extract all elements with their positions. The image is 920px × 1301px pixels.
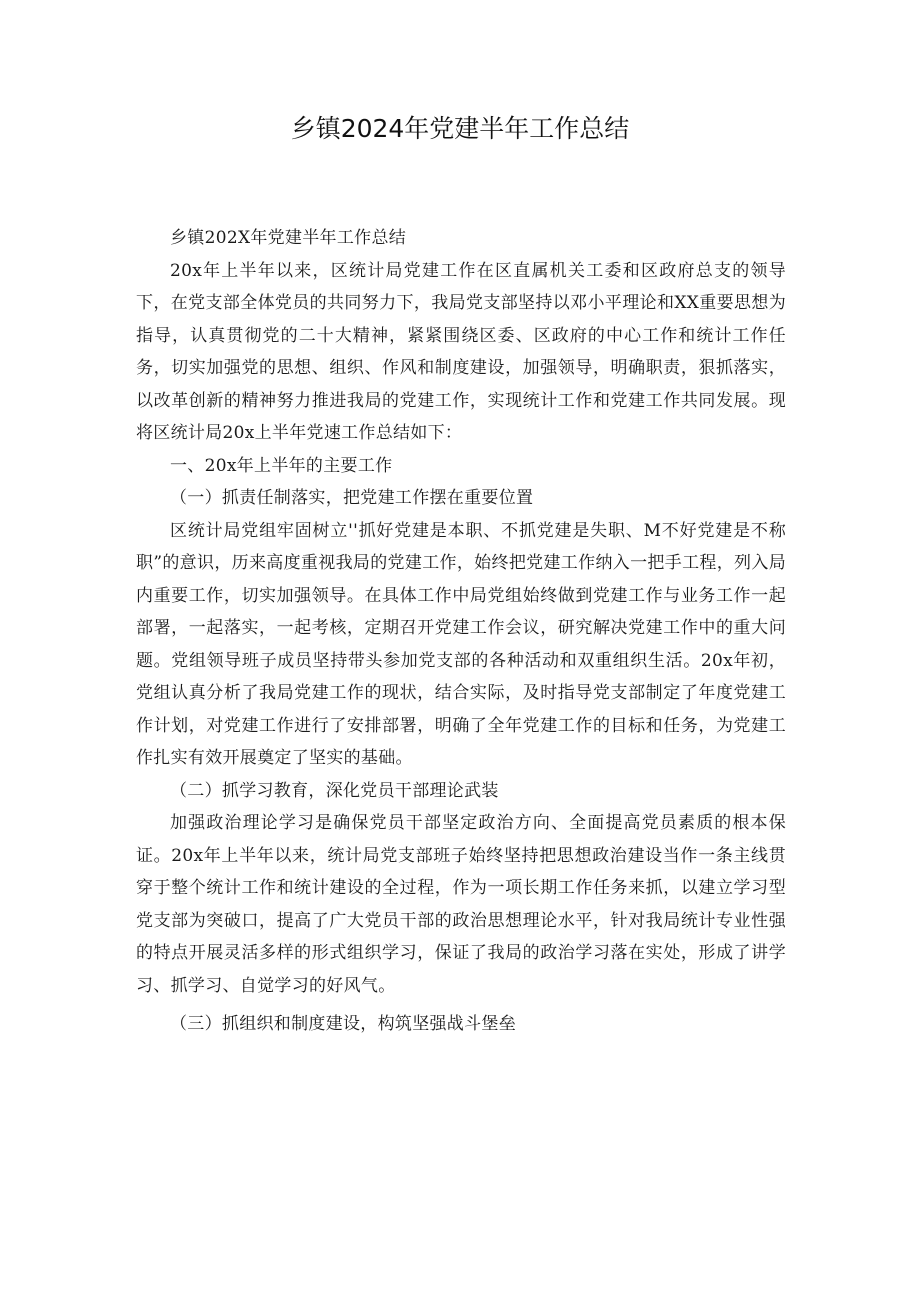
subsection-heading-3: （三）抓组织和制度建设，构筑坚强战斗堡垒 xyxy=(170,1014,516,1034)
subsection-heading-2: （二）抓学习教育，深化党员干部理论武装 xyxy=(170,780,499,801)
body-paragraph-1: 区统计局党组牢固树立''抓好党建是本职、不抓党建是失职、M不好党建是不称职”的意识，历来高度重视我局的党建工作，始终把党建工作纳入一把手工程，列入局内重要工作，切实加强领导。在具体工作中局党组始终做到党建工作与业务工作一起部署，一起落实，一起考核，定期召开党建工作会议，研究解决党建工作中的重大问题。党组领导班子成员坚持带头参加党支部的各种活动和双重组织生活。20x年初，党组认真分析了我局党建工作的现状，结合实际，及时指导党支部制定了年度党建工作计划，对党建工作进行了安排部署，明确了全年党建工作的目标和任务，为党建工作扎实有效开展奠定了坚实的基础。 xyxy=(136,520,786,768)
subsection-heading-1: （一）抓责任制落实，把党建工作摆在重要位置 xyxy=(170,488,534,508)
subtitle-paragraph: 乡镇202X年党建半年工作总结 xyxy=(170,228,407,248)
body-paragraph-2: 加强政治理论学习是确保党员干部坚定政治方向、全面提高党员素质的根本保证。20x年上半年以来，统计局党支部班子始终坚持把思想政治建设当作一条主线贯穿于整个统计工作和统计建设的全过程，作为一项长期工作任务来抓，以建立学习型党支部为突破口，提高了广大党员干部的政治思想理论水平，针对我局统计专业性强的特点开展灵活多样的形式组织学习，保证了我局的政治学习落在实处，形成了讲学习、抓学习、自觉学习的好风气。 xyxy=(136,813,786,996)
document-body xyxy=(136,222,786,1041)
section-heading-main-work: 一、20x年上半年的主要工作 xyxy=(170,455,393,476)
intro-paragraph: 20x年上半年以来，区统计局党建工作在区直属机关工委和区政府总支的领导下，在党支部全体党员的共同努力下，我局党支部坚持以邓小平理论和XX重要思想为指导，认真贯彻党的二十大精神，紧紧围绕区委、区政府的中心工作和统计工作任务，切实加强党的思想、组织、作风和制度建设，加强领导，明确职责，狠抓落实，以改革创新的精神努力推进我局的党建工作，实现统计工作和党建工作共同发展。现将区统计局20x上半年党速工作总结如下： xyxy=(136,260,786,443)
document-title: 乡镇2024年党建半年工作总结 xyxy=(290,114,630,143)
